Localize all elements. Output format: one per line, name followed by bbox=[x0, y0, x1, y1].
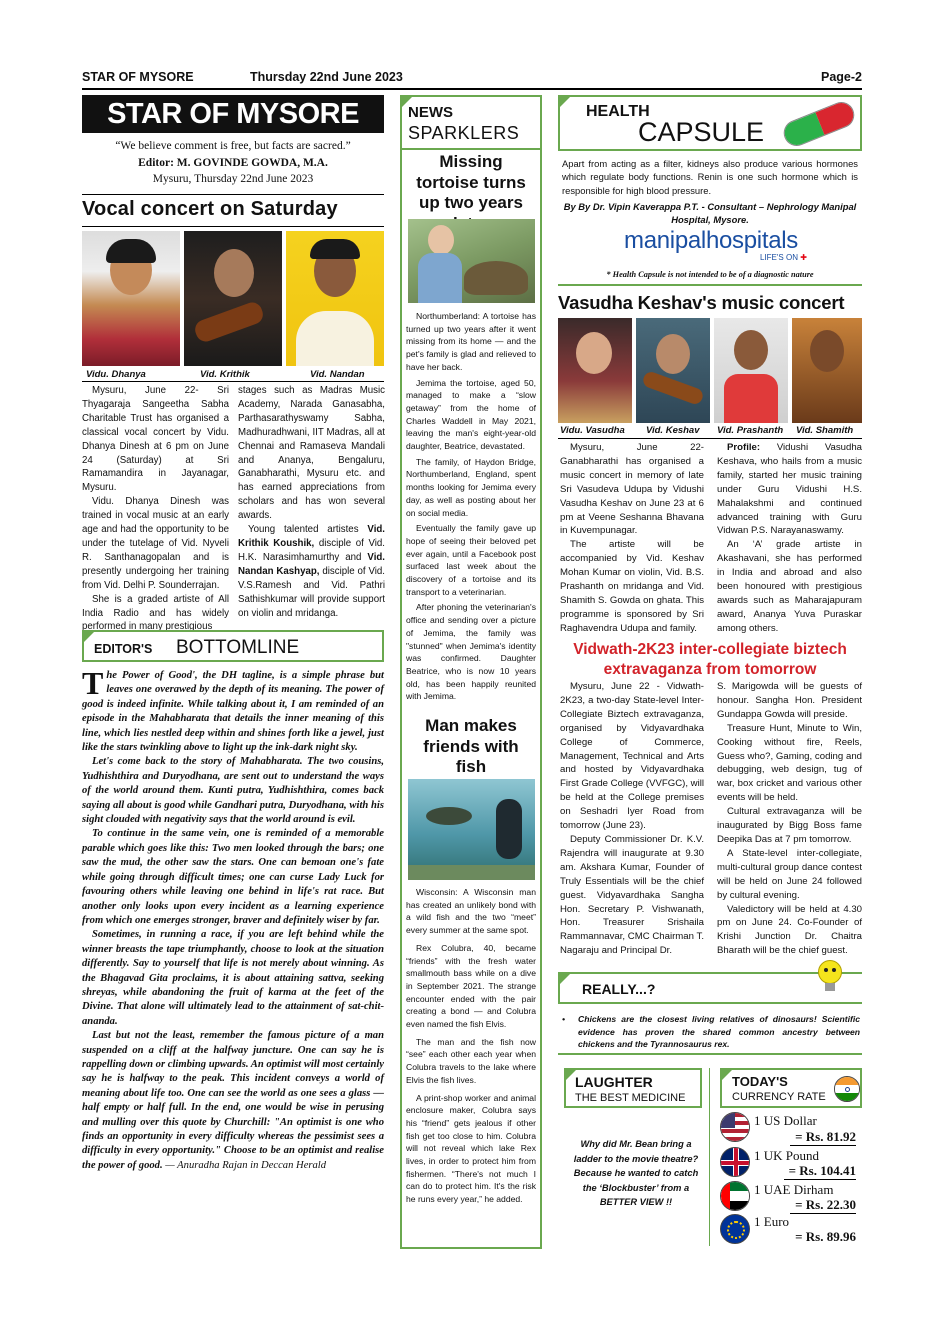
vasudha-para: Mysuru, June 22- Ganabharathi has organised a music concert in memory of late Sri Vasudeva Udupa by Vidushi Vasudha Keshav on June 23 at 6 pm at Veene Seshanna Bhavana in Kuvempunagar. bbox=[560, 442, 704, 537]
bottomline-para: To continue in the same vein, one is reminded of a memorable parable which goes like this: Two men looked through the bars; one saw the mud, the other saw the stars. One can bemoan one's fate while going through difficult times; one can curse Lady Luck for favouring others while leaving one behind in life's rat race. But another only looks upon every incident as a learning experience from which one emerges stronger, braver and definitely wiser by far. bbox=[82, 828, 384, 926]
photo-prashanth bbox=[714, 318, 788, 423]
currency-name: 1 US Dollar bbox=[754, 1113, 817, 1128]
running-header bbox=[82, 70, 862, 88]
vidwath-para: A State-level inter-collegiate, multi-cultural group dance contest will be held on June 24 followed by cultural evening. bbox=[717, 847, 862, 901]
vocal-col-1 bbox=[82, 384, 229, 634]
photo-krithik bbox=[184, 231, 282, 366]
vidwath-para: Deputy Commissioner Dr. K.V. Rajendra will inaugurate at 9.30 am. Akshara Kumar, Founder of Truly Essentials will be the chief guest. Vidyavardhaka Sangha Hon. Secretary P. Vishwanath, Hon. Treasurer Srishaila Rammannavar, CMC Chairman T. Nagaraju and Principal Dr. bbox=[560, 833, 704, 957]
tortoise-para: Eventually the family gave up hope of seeing their beloved pet ever again, until a Facebook post surfaced last week about the discovery of a tortoise and its transport to a veterinarian. bbox=[406, 523, 536, 597]
currency-name: 1 UAE Dirham bbox=[754, 1182, 834, 1197]
india-flag-icon bbox=[834, 1076, 860, 1102]
tortoise-para: After phoning the veterinarian's office and sending over a picture of Jemima, the family was "stunned" when Jemima's identity was confirmed. Daughter Beatrice, who is now 10 years old, has been happily reunited with Jemima. bbox=[406, 602, 536, 702]
health-text: Apart from acting as a filter, kidneys also produce various hormones which regulate body functions. Renin is one such hormone which is responsible for high blood pressure. bbox=[562, 158, 858, 196]
paper-name: STAR OF MYSORE bbox=[82, 70, 194, 84]
currency-name: 1 Euro bbox=[754, 1214, 790, 1229]
fish-story bbox=[406, 886, 536, 1206]
vocal-para: She is a graded artiste of All India Radio and has widely performed in many prestigious bbox=[82, 593, 229, 633]
vocal-headline: Vocal concert on Saturday bbox=[82, 198, 338, 220]
bullet-icon: • bbox=[562, 1014, 566, 1024]
caption-nandan: Vid. Nandan bbox=[310, 369, 365, 380]
caption-prashanth: Vid. Prashanth bbox=[717, 425, 784, 436]
caption-rule bbox=[82, 381, 384, 382]
health-label-a: HEALTH bbox=[586, 103, 650, 120]
masthead-quote: “We believe comment is free, but facts are sacred.” bbox=[115, 140, 351, 152]
vocal-col-2 bbox=[238, 384, 385, 620]
photo-fish bbox=[408, 779, 535, 880]
vidwath-para: Treasure Hunt, Minute to Win, Cooking without fire, Reels, Guess who?, Gaming, coding and debugging, web design, tug of war, box cricket and various other events will be held. bbox=[717, 722, 862, 804]
health-label-b: CAPSULE bbox=[638, 117, 765, 147]
currency-label-b: CURRENCY RATE bbox=[732, 1091, 826, 1103]
currency-rate: = Rs. 22.30 bbox=[790, 1197, 856, 1214]
masthead-rule bbox=[82, 194, 384, 195]
caption-krithik: Vid. Krithik bbox=[200, 369, 250, 380]
drop-cap: T bbox=[82, 665, 104, 701]
vocal-rule bbox=[82, 226, 384, 227]
vasudha-rule bbox=[558, 438, 862, 439]
vocal-para: stages such as Madras Music Academy, Narada Ganasabha, Parthasarathyswamy Sabha, Madhuradhwani, IIT Madras, all at Chennai and Ramaseva Mandali and Ananya, Bengaluru, Ganabharathi, Mysuru etc. and has earned appreciations from scholars and has won several awards. bbox=[238, 385, 385, 522]
really-label: REALLY...? bbox=[582, 981, 656, 997]
bottomline-para: Let's come back to the story of Mahabharata. The two cousins, Yudhishthira and Duryodhana, are sent out to understand the ways of the world around them. Kunti putra, Yudhishthira, comes back saying all about is good while Gandhari putra, Duryodhana, with his sight clouded with negativity says that the world around is evil. bbox=[82, 756, 384, 826]
fish-headline: Man makes friends with fish bbox=[423, 716, 519, 776]
vidwath-col-2 bbox=[717, 680, 862, 958]
vidwath-para: Cultural extravaganza will be inaugurated by Bigg Boss fame Deepika Das at 7 pm tomorrow. bbox=[717, 806, 862, 845]
eu-flag-icon bbox=[720, 1214, 750, 1244]
laughter-label-a: LAUGHTER bbox=[575, 1074, 653, 1090]
manipal-logo: manipalhospitals bbox=[624, 227, 798, 254]
currency-rate: = Rs. 89.96 bbox=[795, 1229, 856, 1244]
bottomline-para: The Power of Good', the DH tagline, is a simple phrase but leaves one overawed by the depth of its meaning. The power of good is indeed infinite. While talking about it, I am reminded of an episode in the Mahabharata that details the inner meaning of this line, which lies nestled deep within and shines forth like a jewel, just like the stars twinkling above to light up the ink-dark night sky. bbox=[82, 665, 384, 754]
vidwath-para: Mysuru, June 22 - Vidwath-2K23, a two-day State-level Inter-Collegiate Biztech extravaganza, organised by Vidyavardhaka College of Commerce, Management, Technical and Arts and hosted by Vidyavardhaka First Grade College (VVFGC), will be held at the College premises on Seshadri Iyer Road from tomorrow (June 23). bbox=[560, 681, 704, 832]
vasudha-headline: Vasudha Keshav's music concert bbox=[558, 292, 845, 313]
tortoise-para: Northumberland: A tortoise has turned up two years after it went missing from its home — and the pet's family is glad and relieved to have her back. bbox=[406, 311, 536, 372]
manipal-tagline: LIFE'S ON ✚ bbox=[760, 253, 807, 262]
really-fact: • Chickens are the closest living relatives of dinosaurs! Scientific evidence has proven the shared common ancestry between chickens and the Tyrannosaurus rex. bbox=[562, 1014, 860, 1049]
profile-label: Profile: bbox=[727, 442, 761, 453]
uae-flag-icon bbox=[720, 1181, 750, 1211]
fish-para: Wisconsin: A Wisconsin man has created an unlikely bond with a wild fish and the two “meet” every summer at the same spot. bbox=[406, 887, 536, 936]
health-rule bbox=[558, 284, 862, 286]
vasudha-para: The artiste will be accompanied by Vid. Keshav Mohan Kumar on violin, Vid. B.S. Prashanth on mridanga and Vid. Shamith S. Gowda on ghata. This programme is sponsored by Sri Raghavendra Udupa and family. bbox=[560, 539, 704, 634]
header-rule bbox=[82, 88, 862, 90]
bottomline-para: Sometimes, in running a race, if you are left behind while the winner breasts the tape triumphantly, choose to look at the situation differently. Say to yourself that life is not merely about winning. As the Bhagavad Gita proclaims, it is about attaining sattva, seeking shreyas, while abandoning the fruit of karma at the feet of the Divine. That alone will ultimately lead to the attainment of sat-chit-ananda. bbox=[82, 929, 384, 1027]
photo-shamith bbox=[792, 318, 862, 423]
masthead-editor: Editor: M. GOVINDE GOWDA, M.A. bbox=[138, 156, 328, 169]
caption-vasudha: Vidu. Vasudha bbox=[560, 425, 625, 436]
bottomline-body bbox=[82, 665, 384, 1173]
photo-tortoise bbox=[408, 219, 535, 303]
vidwath-col-1 bbox=[560, 680, 704, 958]
photo-vasudha bbox=[558, 318, 632, 423]
bottomline-box bbox=[82, 630, 384, 662]
health-disclaimer: * Health Capsule is not intended to be of a diagnostic nature bbox=[606, 270, 814, 279]
vocal-para: Mysuru, June 22- Sri Thyagaraja Sangeetha Sabha Charitable Trust has organised a classical vocal concert by Vidu. Dhanya Dinesh at 6 pm on June 24 (Saturday) at Sri Ramamandira in Jayanagar, Mysuru. bbox=[82, 385, 229, 494]
currency-name: 1 UK Pound bbox=[754, 1148, 820, 1163]
uk-flag-icon bbox=[720, 1147, 750, 1177]
photo-nandan bbox=[286, 231, 384, 366]
vasudha-col-2 bbox=[717, 441, 862, 636]
bottomline-credit: — Anuradha Rajan in Deccan Herald bbox=[165, 1159, 327, 1171]
vocal-para: Young talented artistes Vid. Krithik Koushik, disciple of Vid. H.K. Narasimhamurthy and Vid. Nandan Kashyap, disciple of Vid. V.S.Ramesh and Vid. Pathri Sathishkumar will provide support on violin and mridanga. bbox=[238, 524, 385, 619]
caption-keshav: Vid. Keshav bbox=[646, 425, 700, 436]
lightbulb-icon bbox=[815, 958, 845, 994]
vasudha-col-1 bbox=[560, 441, 704, 636]
vocal-para: Vidu. Dhanya Dinesh was trained in vocal music at an early age and had the opportunity to be under the tutelage of Vid. Nyveli R. Santhanagopalan and is presently undergoing her training from Vid. Delhi P. Sounderrajan. bbox=[82, 496, 229, 591]
fish-para: The man and the fish now “see” each other each year when Colubra travels to the lake where Elvis the fish lives. bbox=[406, 1036, 536, 1085]
tortoise-headline: Missing tortoise turns up two years bbox=[416, 152, 526, 212]
plus-icon: ✚ bbox=[800, 253, 807, 262]
bottomline-label-a: EDITOR'S bbox=[94, 642, 153, 656]
photo-dhanya bbox=[82, 231, 180, 366]
fish-para: Rex Colubra, 40, became “friends” with the fresh water smallmouth bass while on a dive in September 2021. The strange encounter ended with the pair creating a bond — and Colubra even named the fish Elvis. bbox=[406, 942, 536, 1030]
bottomline-label-b: BOTTOMLINE bbox=[176, 637, 300, 658]
news-rule bbox=[400, 148, 542, 150]
vidwath-para: Valedictory will be held at 4.30 pm on June 24. Co-Founder of Krishi Junction Dr. Chaitra Bharath will be the chief guest. bbox=[717, 903, 862, 957]
laughter-label-b: THE BEST MEDICINE bbox=[575, 1092, 686, 1104]
tortoise-story bbox=[406, 310, 536, 703]
really-rule bbox=[558, 1053, 862, 1055]
vasudha-para: An ‘A’ grade artiste in Akashavani, she has performed in India and abroad and also been honoured with prestigious awards such as Maharajapuram award, Ananya Yuva Puraskar among others. bbox=[717, 539, 862, 634]
caption-dhanya: Vidu. Dhanya bbox=[86, 369, 146, 380]
currency-box bbox=[720, 1068, 862, 1108]
health-byline: By By Dr. Vipin Kaverappa P.T. - Consultant – Nephrology Manipal Hospital, Mysore. bbox=[563, 201, 857, 225]
masthead-info bbox=[82, 138, 384, 188]
page-number: Page-2 bbox=[821, 70, 862, 84]
masthead-title: STAR OF MYSORE bbox=[82, 95, 384, 133]
vidwath-para: S. Marigowda will be guests of honour. Sangha Hon. President Gundappa Gowda will preside. bbox=[717, 681, 862, 720]
vasudha-para: Profile: Vidushi Vasudha Keshava, who hails from a music family, started her music training under Guru Vidushi H.S. Mahalakshmi and continued advanced training with Guru Vidwan P.S. Narayanaswamy. bbox=[717, 442, 863, 537]
caption-shamith: Vid. Shamith bbox=[796, 425, 854, 436]
laughter-joke: Why did Mr. Bean bring a ladder to the movie theatre? Because he wanted to catch the ‘Blockbuster’ from a BETTER VIEW !! bbox=[573, 1139, 699, 1207]
laughter-box bbox=[564, 1068, 702, 1108]
currency-rate: = Rs. 104.41 bbox=[784, 1163, 856, 1180]
bottomline-para: Last but not the least, remember the famous picture of a man suspended on a cliff at the halfway juncture. One can say he is rappelling down or climbing upwards. An optimist will most certainly say he is halfway to the peak. This incident conveys a world of meaning about life too. One can see the world as one sees a glass — half empty or half full. In the end, one would be wise in perusing and mulling over this quote by Churchill: "An optimist is one who finds an opportunity in every difficulty whereas the pessimist sees a difficulty in every opportunity." Choose to be an optimist and realise the power of good. — Anuradha Rajan in Deccan Herald bbox=[82, 1030, 384, 1171]
tortoise-para: Jemima the tortoise, aged 50, managed to make a “slow getaway” from the home of Charles Waddell in May 2021, leaving the man's eight-year-old daughter, Beatrice, devastated. bbox=[406, 377, 536, 452]
photo-keshav bbox=[636, 318, 710, 423]
masthead-dateline: Mysuru, Thursday 22nd June 2023 bbox=[152, 173, 314, 185]
currency-label-a: TODAY'S bbox=[732, 1074, 788, 1089]
laughter-divider bbox=[709, 1068, 710, 1246]
issue-date: Thursday 22nd June 2023 bbox=[250, 70, 403, 84]
news-label-b: SPARKLERS bbox=[408, 123, 520, 143]
news-label-a: NEWS bbox=[408, 104, 453, 121]
vidwath-headline: Vidwath-2K23 inter-collegiate biztech extravaganza from tomorrow bbox=[573, 641, 847, 678]
fish-para: A print-shop worker and animal enclosure maker, Colubra says his “friend” gets jealous if other fish get too close to him. Colubra will not reveal which lake Rex lives, in order to protect him from fishermen. “There's not much I can do to protect him. It's the risk he runs every year,” he added. bbox=[406, 1092, 536, 1205]
tortoise-para: The family, of Haydon Bridge, Northumberland, England, spent months looking for Jemima every day, as well as posting about her on social media. bbox=[406, 456, 536, 518]
capsule-icon bbox=[780, 98, 858, 150]
currency-rate: = Rs. 81.92 bbox=[790, 1129, 856, 1146]
us-flag-icon bbox=[720, 1112, 750, 1142]
health-box bbox=[558, 95, 862, 151]
